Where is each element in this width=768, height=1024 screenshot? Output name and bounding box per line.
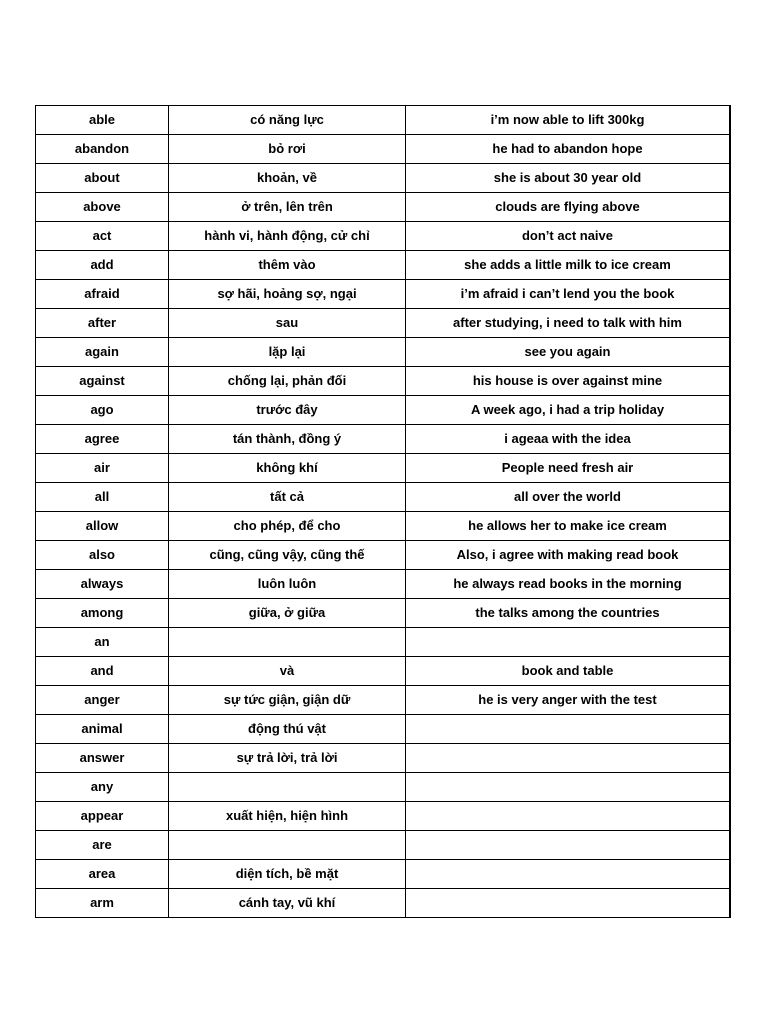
table-row (36, 860, 731, 889)
example-cell: he is very anger with the test (406, 686, 731, 715)
table-row (36, 831, 731, 860)
meaning-cell: cũng, cũng vậy, cũng thế (169, 541, 406, 570)
meaning-cell: diện tích, bề mặt (169, 860, 406, 889)
word-cell: any (36, 773, 169, 802)
table-row (36, 483, 731, 512)
word-cell: always (36, 570, 169, 599)
example-cell: all over the world (406, 483, 731, 512)
example-cell (406, 628, 731, 657)
example-cell: i ageaa with the idea (406, 425, 731, 454)
example-cell: People need fresh air (406, 454, 731, 483)
table-row (36, 657, 731, 686)
table-row (36, 628, 731, 657)
word-cell: an (36, 628, 169, 657)
example-cell: see you again (406, 338, 731, 367)
meaning-cell: bỏ rơi (169, 135, 406, 164)
word-cell: are (36, 831, 169, 860)
meaning-cell: trước đây (169, 396, 406, 425)
meaning-cell: sau (169, 309, 406, 338)
word-cell: anger (36, 686, 169, 715)
example-cell: i’m afraid i can’t lend you the book (406, 280, 731, 309)
meaning-cell: xuất hiện, hiện hình (169, 802, 406, 831)
example-cell: Also, i agree with making read book (406, 541, 731, 570)
example-cell: A week ago, i had a trip holiday (406, 396, 731, 425)
example-cell: his house is over against mine (406, 367, 731, 396)
meaning-cell (169, 831, 406, 860)
table-row (36, 396, 731, 425)
meaning-cell: sự tức giận, giận dữ (169, 686, 406, 715)
table-row (36, 570, 731, 599)
example-cell (406, 773, 731, 802)
word-cell: arm (36, 889, 169, 918)
word-cell: again (36, 338, 169, 367)
table-row (36, 164, 731, 193)
meaning-cell: chống lại, phản đối (169, 367, 406, 396)
word-cell: ago (36, 396, 169, 425)
table-row (36, 280, 731, 309)
word-cell: animal (36, 715, 169, 744)
example-cell: he allows her to make ice cream (406, 512, 731, 541)
word-cell: add (36, 251, 169, 280)
word-cell: also (36, 541, 169, 570)
example-cell: book and table (406, 657, 731, 686)
meaning-cell (169, 773, 406, 802)
table-row (36, 106, 731, 135)
meaning-cell: tất cả (169, 483, 406, 512)
word-cell: allow (36, 512, 169, 541)
example-cell (406, 744, 731, 773)
table-row (36, 251, 731, 280)
word-cell: after (36, 309, 169, 338)
meaning-cell: giữa, ở giữa (169, 599, 406, 628)
table-row (36, 773, 731, 802)
example-cell: don’t act naive (406, 222, 731, 251)
table-row (36, 135, 731, 164)
word-cell: against (36, 367, 169, 396)
table-row (36, 715, 731, 744)
meaning-cell (169, 628, 406, 657)
meaning-cell: hành vi, hành động, cử chỉ (169, 222, 406, 251)
example-cell: he always read books in the morning (406, 570, 731, 599)
meaning-cell: thêm vào (169, 251, 406, 280)
word-cell: answer (36, 744, 169, 773)
table-row (36, 889, 731, 918)
table-row (36, 599, 731, 628)
example-cell: she adds a little milk to ice cream (406, 251, 731, 280)
table-row (36, 512, 731, 541)
table-row (36, 744, 731, 773)
table-row (36, 193, 731, 222)
word-cell: among (36, 599, 169, 628)
example-cell (406, 889, 731, 918)
example-cell (406, 802, 731, 831)
example-cell: he had to abandon hope (406, 135, 731, 164)
meaning-cell: luôn luôn (169, 570, 406, 599)
word-cell: above (36, 193, 169, 222)
table-row (36, 686, 731, 715)
word-cell: agree (36, 425, 169, 454)
example-cell (406, 860, 731, 889)
meaning-cell: sự trả lời, trả lời (169, 744, 406, 773)
example-cell: clouds are flying above (406, 193, 731, 222)
word-cell: act (36, 222, 169, 251)
table-row (36, 802, 731, 831)
table-row (36, 541, 731, 570)
word-cell: appear (36, 802, 169, 831)
table-row (36, 222, 731, 251)
meaning-cell: ở trên, lên trên (169, 193, 406, 222)
word-cell: about (36, 164, 169, 193)
table-row (36, 309, 731, 338)
vocabulary-table-body (36, 106, 731, 918)
meaning-cell: khoản, về (169, 164, 406, 193)
word-cell: afraid (36, 280, 169, 309)
table-row (36, 454, 731, 483)
meaning-cell: động thú vật (169, 715, 406, 744)
word-cell: and (36, 657, 169, 686)
word-cell: all (36, 483, 169, 512)
meaning-cell: cho phép, để cho (169, 512, 406, 541)
example-cell (406, 831, 731, 860)
word-cell: abandon (36, 135, 169, 164)
table-row (36, 425, 731, 454)
meaning-cell: và (169, 657, 406, 686)
meaning-cell: lặp lại (169, 338, 406, 367)
word-cell: air (36, 454, 169, 483)
word-cell: area (36, 860, 169, 889)
table-row (36, 338, 731, 367)
vocabulary-table (35, 105, 731, 918)
meaning-cell: không khí (169, 454, 406, 483)
meaning-cell: tán thành, đồng ý (169, 425, 406, 454)
meaning-cell: có năng lực (169, 106, 406, 135)
meaning-cell: sợ hãi, hoảng sợ, ngại (169, 280, 406, 309)
meaning-cell: cánh tay, vũ khí (169, 889, 406, 918)
word-cell: able (36, 106, 169, 135)
example-cell: the talks among the countries (406, 599, 731, 628)
example-cell: i’m now able to lift 300kg (406, 106, 731, 135)
example-cell: after studying, i need to talk with him (406, 309, 731, 338)
example-cell (406, 715, 731, 744)
table-row (36, 367, 731, 396)
example-cell: she is about 30 year old (406, 164, 731, 193)
